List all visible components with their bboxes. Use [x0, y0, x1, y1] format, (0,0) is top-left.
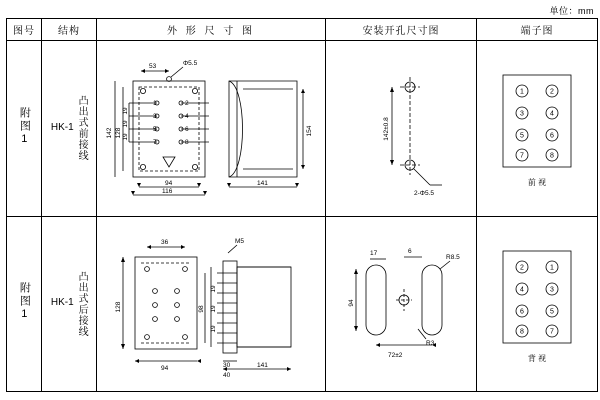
row2-fig-no-cell — [7, 216, 42, 391]
row1-outline-cell — [97, 41, 326, 216]
dim-94: 94 — [165, 180, 173, 188]
dim-17: 17 — [370, 249, 378, 257]
header-structure: 结构 — [42, 19, 97, 41]
terminal-2: 2 — [550, 88, 554, 96]
dim-142-tol: 142±0.8 — [383, 117, 390, 141]
dim-141b: 141 — [257, 361, 268, 369]
terminal-7: 7 — [520, 152, 524, 160]
row1-fig-no: 附图1 — [18, 106, 31, 147]
row2-structure-text: 凸出式后接线 — [76, 270, 88, 337]
dim-2-phi55: 2-Φ5.5 — [414, 190, 435, 198]
terminal-view-label: 前 视 — [527, 178, 547, 188]
terminal-1: 1 — [550, 264, 554, 272]
dim-19f: 19 — [210, 324, 217, 333]
header-outline: 外 形 尺 寸 图 — [97, 19, 326, 41]
term-5: 5 — [153, 126, 157, 134]
dim-19a: 19 — [122, 107, 129, 115]
table-row — [7, 41, 598, 216]
term-8: 8 — [185, 139, 189, 147]
dim-116: 116 — [162, 188, 173, 196]
row1-mounting-cell — [326, 41, 477, 216]
dim-6: 6 — [408, 247, 412, 255]
dim-19b: 19 — [122, 120, 129, 128]
dim-98: 98 — [198, 304, 205, 313]
unit-note: 单位：mm — [549, 6, 594, 16]
dim-40: 40 — [223, 371, 231, 379]
dim-19e: 19 — [210, 304, 217, 313]
terminal-2: 2 — [520, 264, 524, 272]
row2-fig-no: 附图1 — [18, 282, 31, 323]
terminal-8: 8 — [520, 328, 524, 336]
terminal-3: 3 — [550, 286, 554, 294]
term-6: 6 — [185, 126, 189, 134]
row1-fig-no-cell — [7, 41, 42, 216]
header-mounting: 安装开孔尺寸图 — [326, 19, 477, 41]
dim-r3: R3 — [426, 339, 435, 347]
row2-structure-model: HK-1 — [50, 297, 74, 309]
row1-terminal-cell — [477, 41, 598, 216]
dim-72-tol: 72±2 — [388, 351, 403, 359]
row1-structure-cell — [42, 41, 97, 216]
term-2: 2 — [185, 100, 189, 108]
terminal-1: 1 — [520, 88, 524, 96]
dim-30: 30 — [223, 361, 231, 369]
row1-structure-text: 凸出式前接线 — [76, 95, 88, 162]
dim-94b: 94 — [161, 364, 169, 372]
dim-r85: R8.5 — [446, 253, 460, 261]
row2-structure-cell — [42, 216, 97, 391]
row2-outline-cell — [97, 216, 326, 391]
dim-m5: M5 — [235, 237, 245, 245]
terminal-6: 6 — [550, 132, 554, 140]
table-row — [7, 216, 598, 391]
terminal-3: 3 — [520, 110, 524, 118]
term-1: 1 — [153, 100, 157, 108]
dim-142: 142 — [106, 127, 113, 139]
dim-53: 53 — [149, 63, 157, 71]
dim-19c: 19 — [122, 133, 129, 141]
dim-phi55: Φ5.5 — [183, 60, 198, 68]
terminal-8: 8 — [550, 152, 554, 160]
terminal-6: 6 — [520, 308, 524, 316]
dim-19d: 19 — [210, 284, 217, 293]
row1-structure-model: HK-1 — [50, 121, 74, 133]
terminal-7: 7 — [550, 328, 554, 336]
terminal-4: 4 — [520, 286, 524, 294]
term-3: 3 — [153, 113, 157, 121]
terminal-view-label: 背 视 — [527, 353, 547, 363]
dim-141: 141 — [257, 180, 268, 188]
dim-36: 36 — [161, 238, 169, 246]
terminal-4: 4 — [550, 110, 554, 118]
row2-terminal-cell — [477, 216, 598, 391]
dimension-table — [6, 18, 598, 392]
term-7: 7 — [153, 139, 157, 147]
header-terminal: 端子图 — [477, 19, 598, 41]
dim-154: 154 — [306, 125, 313, 137]
header-fig-no: 图号 — [7, 19, 42, 41]
dim-128: 128 — [115, 127, 122, 139]
dim-94c: 94 — [348, 298, 355, 307]
terminal-5: 5 — [520, 132, 524, 140]
row2-mounting-cell — [326, 216, 477, 391]
terminal-5: 5 — [550, 308, 554, 316]
table-header-row — [7, 19, 598, 41]
dim-128b: 128 — [115, 301, 122, 313]
term-4: 4 — [185, 113, 189, 121]
